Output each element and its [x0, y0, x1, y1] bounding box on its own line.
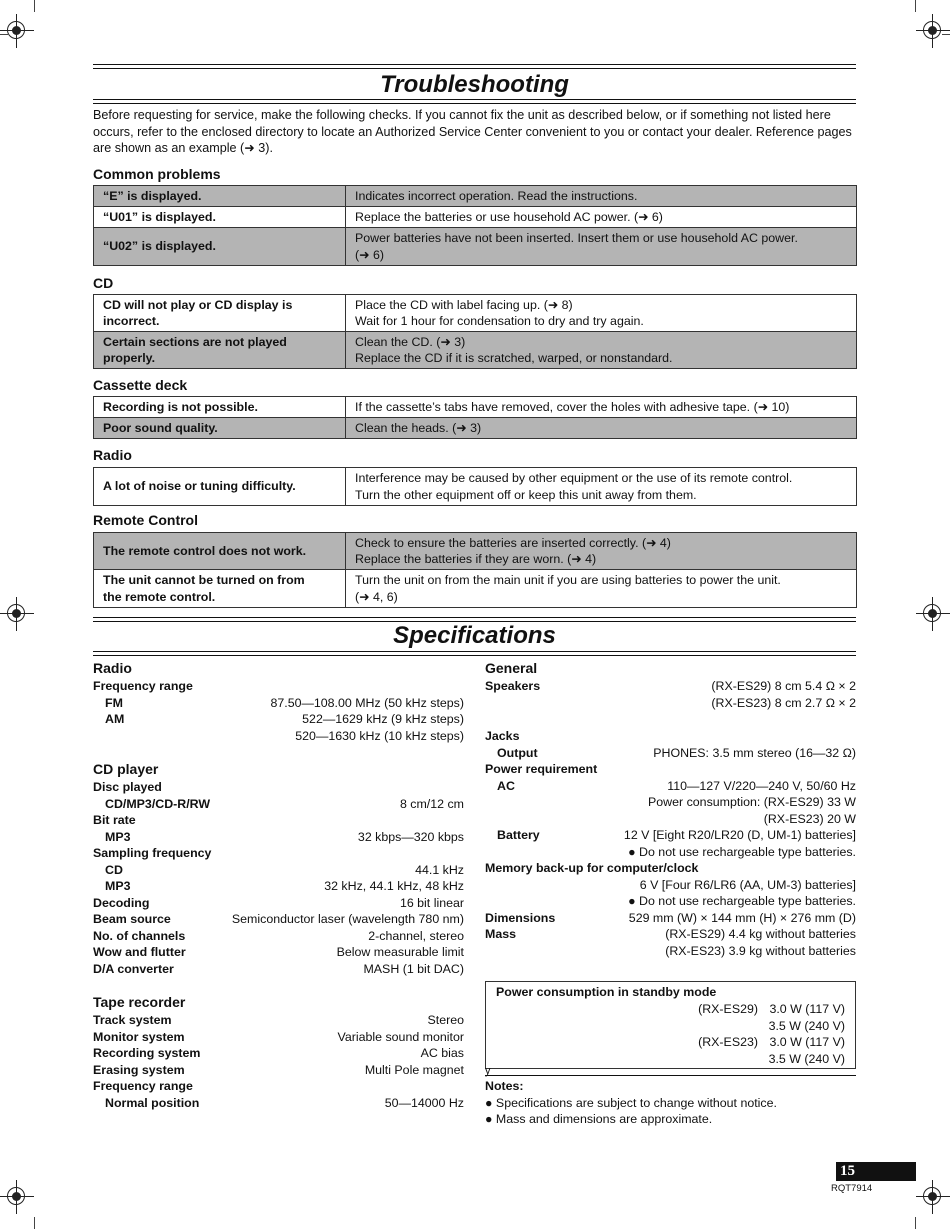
table-row [94, 186, 857, 207]
spec-row [485, 860, 856, 877]
standby-row [496, 1018, 845, 1035]
spec-value: 12 V [Eight R20/LR20 (D, UM-1) batteries] [623, 828, 856, 842]
spec-label: Sampling frequency [93, 846, 212, 860]
spec-value: 2-channel, stereo [368, 928, 464, 943]
problem-cell: “E” is displayed. [94, 186, 346, 207]
spec-row [93, 711, 464, 728]
spec-row [485, 926, 856, 943]
troubleshooting-table [93, 396, 857, 439]
spec-section-heading: Radio [93, 660, 132, 676]
spec-value: 110—127 V/220—240 V, 50/60 Hz [667, 778, 856, 793]
problem-cell: Recording is not possible. [94, 397, 346, 418]
spec-label: D/A converter [93, 961, 174, 976]
spec-left-column [93, 660, 464, 1111]
spec-label: CD [105, 862, 123, 877]
crop-mark [915, 0, 916, 12]
crop-mark [942, 34, 950, 35]
spec-row [93, 928, 464, 945]
spec-value: 44.1 kHz [415, 862, 464, 877]
spec-row [93, 678, 464, 695]
spec-row [93, 878, 464, 895]
spec-row [93, 1095, 464, 1112]
crop-mark [34, 0, 35, 12]
notes-title: Notes: [485, 1079, 524, 1093]
spec-value: (RX-ES29) 8 cm 5.4 Ω × 2 [711, 679, 856, 693]
notes-divider [485, 1075, 856, 1076]
standby-title: Power consumption in standby mode [496, 985, 717, 999]
solution-cell: Place the CD with label facing up. (➜ 8) Wait for 1 hour for condensation to dry and try again. [346, 295, 857, 332]
spec-row [93, 845, 464, 862]
crop-mark [0, 34, 8, 35]
note-item: ● Mass and dimensions are approximate. [485, 1112, 713, 1126]
spec-row [93, 796, 464, 813]
spec-value: Multi Pole magnet [364, 1062, 464, 1077]
spec-row [93, 695, 464, 712]
registration-mark-icon [0, 14, 34, 48]
spec-row [93, 1012, 464, 1029]
problem-cell: “U02” is displayed. [94, 228, 346, 266]
note-item: ● Specifications are subject to change without notice. [485, 1095, 777, 1110]
spec-row [485, 695, 856, 712]
spec-value: 522—1629 kHz (9 kHz steps) [302, 712, 464, 726]
spec-row [485, 877, 856, 894]
registration-mark-icon [0, 597, 34, 631]
solution-cell: Clean the heads. (➜ 3) [346, 418, 857, 439]
spec-value: Power consumption: (RX-ES29) 33 W [648, 795, 856, 809]
spec-label: Recording system [93, 1046, 201, 1060]
spec-value: MASH (1 bit DAC) [363, 961, 464, 976]
solution-cell: Indicates incorrect operation. Read the instructions. [346, 186, 857, 207]
table-row [94, 207, 857, 228]
spec-row [93, 895, 464, 912]
section-heading: CD [93, 275, 114, 291]
spec-label: Wow and flutter [93, 945, 186, 959]
solution-cell: Check to ensure the batteries are inserted correctly. (➜ 4) Replace the batteries if they are worn. (➜ 4) [346, 533, 857, 570]
section-heading: Cassette deck [93, 377, 188, 393]
solution-cell: Interference may be caused by other equipment or the use of its remote control. Turn the other equipment off or keep this unit away from them. [346, 468, 857, 506]
spec-row [485, 844, 856, 861]
spec-label: No. of channels [93, 928, 186, 943]
registration-mark-icon [916, 597, 950, 631]
spec-row [485, 910, 856, 927]
crop-mark [34, 1217, 35, 1229]
spec-label: Jacks [485, 729, 520, 743]
spec-value: PHONES: 3.5 mm stereo (16—32 Ω) [653, 745, 856, 760]
section-heading: Common problems [93, 166, 221, 182]
spec-label: Erasing system [93, 1062, 185, 1077]
spec-label: Frequency range [93, 679, 193, 693]
spec-value: 6 V [Four R6/LR6 (AA, UM-3) batteries] [639, 877, 856, 892]
solution-cell: Power batteries have not been inserted. Insert them or use household AC power. (➜ 6) [346, 228, 857, 266]
spec-label: Frequency range [93, 1079, 193, 1093]
crop-mark [915, 1217, 916, 1229]
spec-row [485, 761, 856, 778]
spec-value: (RX-ES23) 3.9 kg without batteries [665, 943, 856, 958]
problem-cell: CD will not play or CD display is incorrect. [94, 295, 346, 332]
spec-label: Beam source [93, 912, 171, 926]
spec-value: (RX-ES23) 8 cm 2.7 Ω × 2 [711, 695, 856, 710]
spec-value: 529 mm (W) × 144 mm (H) × 276 mm (D) [628, 910, 856, 925]
troubleshooting-table [93, 294, 857, 369]
table-row [94, 397, 857, 418]
spec-row [485, 943, 856, 960]
spec-label: Track system [93, 1013, 172, 1027]
spec-row [93, 812, 464, 829]
problem-cell: Poor sound quality. [94, 418, 346, 439]
spec-label: Normal position [105, 1095, 200, 1110]
table-row [94, 468, 857, 506]
spec-value: Below measurable limit [336, 945, 464, 959]
spec-value: ● Do not use rechargeable type batteries. [628, 894, 856, 908]
spec-label: Disc played [93, 780, 162, 794]
troubleshooting-table [93, 185, 857, 266]
spec-label: Battery [497, 828, 540, 842]
registration-mark-icon [916, 1180, 950, 1214]
spec-label: AC [497, 778, 515, 793]
spec-value: 16 bit linear [399, 895, 464, 910]
spec-label: Bit rate [93, 813, 136, 827]
solution-cell: Turn the unit on from the main unit if you are using batteries to power the unit. (➜ 4, 6) [346, 570, 857, 608]
standby-value: 3.5 W (240 V) [768, 1018, 845, 1033]
spec-value: 32 kbps—320 kbps [357, 829, 464, 844]
section-heading: Remote Control [93, 512, 198, 528]
spec-value: Stereo [427, 1013, 464, 1027]
spec-value: AC bias [420, 1046, 464, 1060]
spec-row [93, 862, 464, 879]
spec-label: MP3 [105, 879, 131, 893]
spec-label: CD/MP3/CD-R/RW [105, 796, 211, 811]
standby-model: (RX-ES23) [698, 1035, 758, 1049]
notes [485, 1078, 865, 1128]
spec-right-column [485, 660, 856, 959]
troubleshooting-intro: Before requesting for service, make the following checks. If you cannot fix the unit as described below, or if something not listed here occurs, refer to the enclosed directory to locate an Authorized Service Center convenient to you or contact your dealer. Reference pages are shown as an example (➜ 3). [93, 108, 852, 155]
standby-power-box [485, 981, 856, 1069]
spec-label: MP3 [105, 829, 131, 844]
standby-row [496, 1034, 845, 1051]
spec-row [485, 728, 856, 745]
spec-label: AM [105, 712, 125, 726]
troubleshooting-table [93, 532, 857, 608]
spec-label: Speakers [485, 679, 541, 693]
solution-cell: If the cassette’s tabs have removed, cover the holes with adhesive tape. (➜ 10) [346, 397, 857, 418]
specifications-title: Specifications [393, 622, 556, 649]
spec-row [485, 794, 856, 811]
problem-cell: The remote control does not work. [94, 533, 346, 570]
spec-value: 50—14000 Hz [384, 1095, 464, 1110]
spec-label: Monitor system [93, 1029, 185, 1044]
spec-value: 520—1630 kHz (10 kHz steps) [295, 728, 464, 743]
spec-row [485, 778, 856, 795]
problem-cell: The unit cannot be turned on from the remote control. [94, 570, 346, 608]
spec-row [93, 1062, 464, 1079]
page-number: 15 [836, 1162, 916, 1181]
spec-value: (RX-ES29) 4.4 kg without batteries [665, 927, 856, 941]
spec-label: Output [497, 745, 538, 760]
spec-row [93, 961, 464, 978]
registration-mark-icon [0, 1180, 34, 1214]
solution-cell: Replace the batteries or use household AC power. (➜ 6) [346, 207, 857, 228]
spec-row [485, 811, 856, 828]
document-code: RQT7914 [831, 1183, 873, 1194]
spec-label: FM [105, 695, 123, 710]
table-row [94, 295, 857, 332]
spec-row [93, 1029, 464, 1046]
spec-section-heading: General [485, 660, 538, 676]
standby-value: 3.5 W (240 V) [768, 1051, 845, 1066]
problem-cell: A lot of noise or tuning difficulty. [94, 468, 346, 506]
section-heading: Radio [93, 447, 132, 463]
spec-label: Dimensions [485, 910, 556, 925]
spec-value: Semiconductor laser (wavelength 780 nm) [231, 912, 464, 926]
troubleshooting-title: Troubleshooting [380, 71, 569, 98]
spec-label: Power requirement [485, 762, 598, 776]
spec-row [485, 678, 856, 695]
problem-cell: “U01” is displayed. [94, 207, 346, 228]
spec-row [93, 1045, 464, 1062]
spec-value: (RX-ES23) 20 W [763, 811, 856, 826]
spec-value: ● Do not use rechargeable type batteries. [628, 844, 856, 859]
spec-value: Variable sound monitor [337, 1029, 464, 1044]
table-row [94, 533, 857, 570]
spec-row [485, 893, 856, 910]
spec-value: 8 cm/12 cm [399, 796, 464, 811]
table-row [94, 332, 857, 369]
spec-row [93, 829, 464, 846]
spec-row [93, 944, 464, 961]
spec-row [485, 745, 856, 762]
standby-model: (RX-ES29) [698, 1002, 758, 1016]
spec-row [93, 779, 464, 796]
spec-label: Mass [485, 927, 516, 941]
spec-section-heading: CD player [93, 761, 159, 777]
table-row [94, 228, 857, 266]
spec-row [93, 728, 464, 745]
spec-value: 87.50—108.00 MHz (50 kHz steps) [270, 695, 464, 710]
registration-mark-icon [916, 14, 950, 48]
troubleshooting-table [93, 467, 857, 506]
standby-value: 3.0 W (117 V) [769, 1002, 845, 1016]
spec-value: 32 kHz, 44.1 kHz, 48 kHz [324, 879, 464, 893]
standby-row [496, 1051, 845, 1068]
solution-cell: Clean the CD. (➜ 3) Replace the CD if it is scratched, warped, or nonstandard. [346, 332, 857, 369]
standby-row [496, 1001, 845, 1018]
spec-row [93, 911, 464, 928]
spec-section-heading: Tape recorder [93, 994, 186, 1010]
spec-row [93, 1078, 464, 1095]
table-row [94, 570, 857, 608]
standby-value: 3.0 W (117 V) [769, 1035, 845, 1049]
problem-cell: Certain sections are not played properly. [94, 332, 346, 369]
stray-mark: y [485, 1065, 491, 1077]
spec-label: Memory back-up for computer/clock [485, 861, 699, 875]
spec-row [485, 827, 856, 844]
table-row [94, 418, 857, 439]
spec-label: Decoding [93, 895, 150, 910]
